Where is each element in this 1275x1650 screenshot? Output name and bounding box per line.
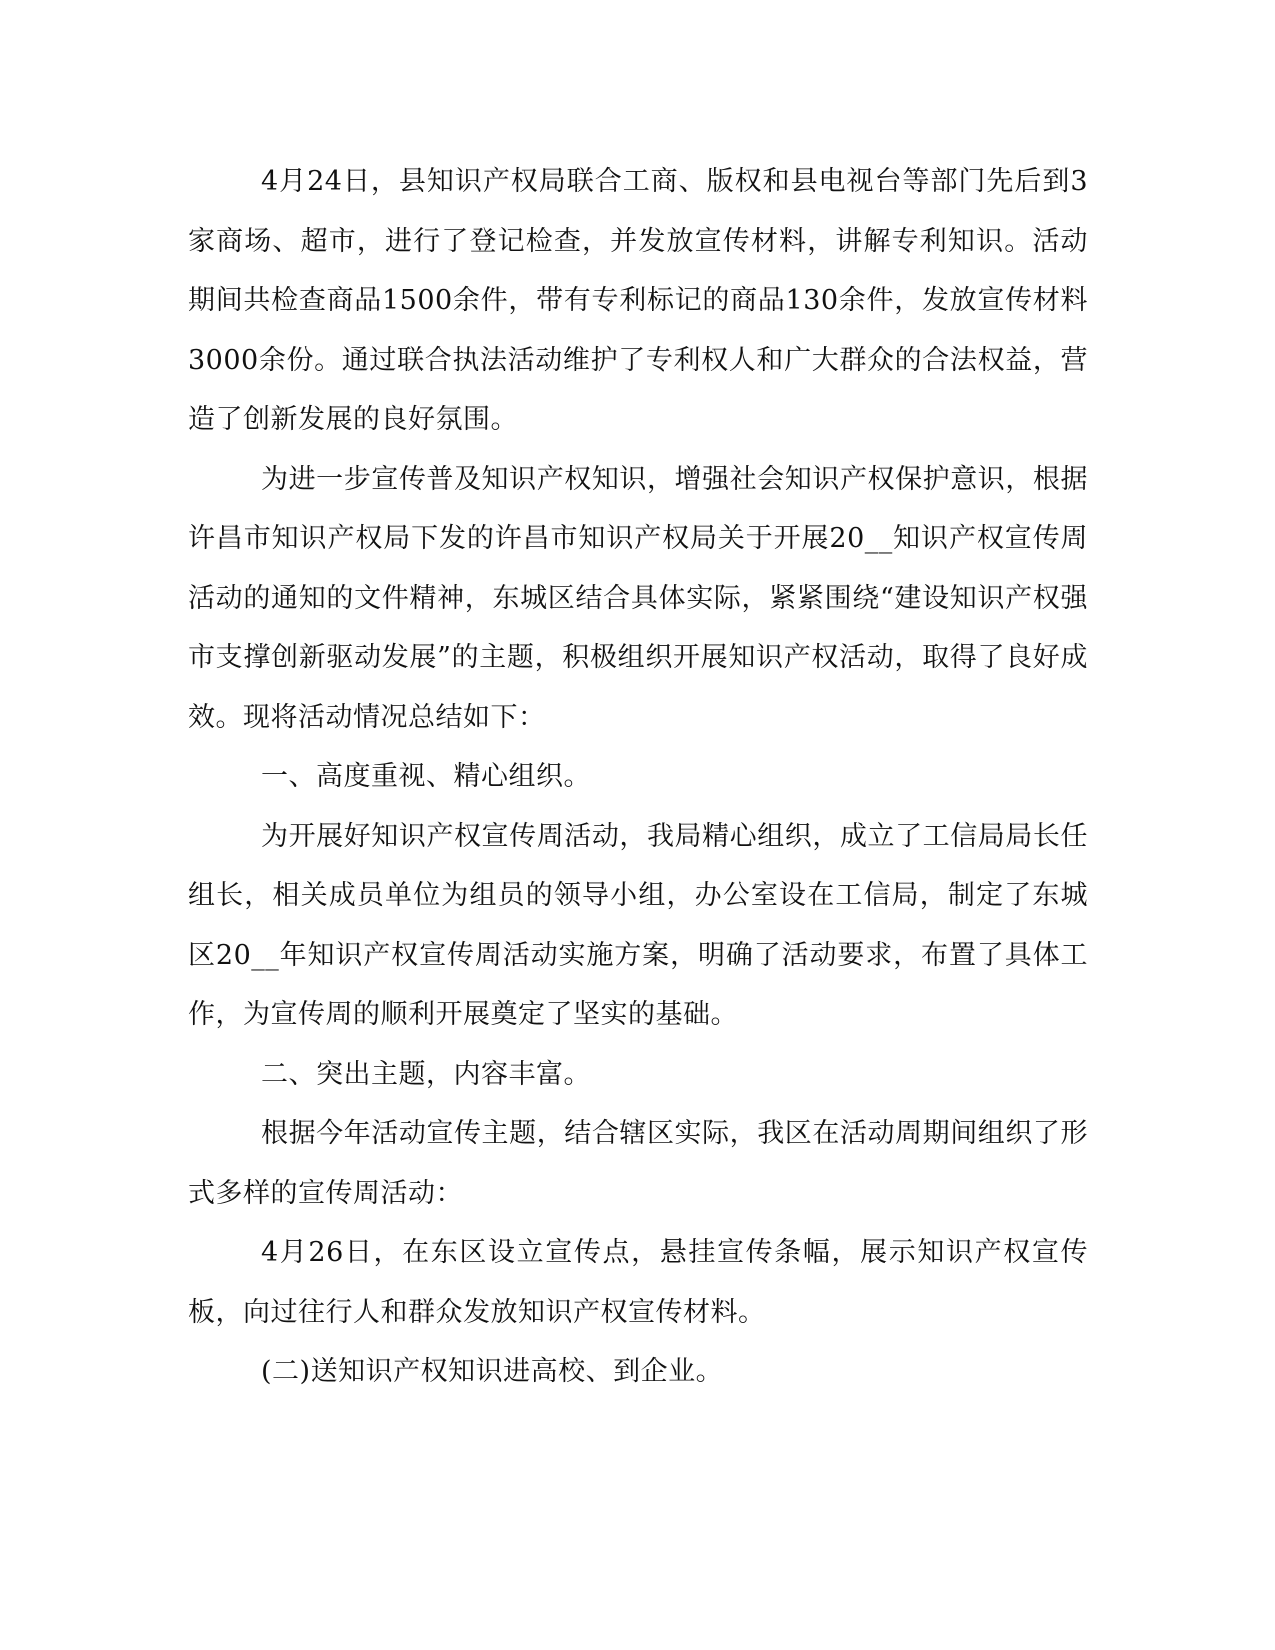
paragraph-inspection-activity: 4月24日，县知识产权局联合工商、版权和县电视台等部门先后到3家商场、超市，进行了登记检查，并发放宣传材料，讲解专利知识。活动期间共检查商品1500余件，带有专利标记的商品130余件，发放宣传材料3000余份。通过联合执法活动维护了专利权人和广大群众的合法权益，营造了创新发展的良好氛围。 bbox=[188, 166, 1088, 435]
paragraph-introduction: 为进一步宣传普及知识产权知识，增强社会知识产权保护意识，根据许昌市知识产权局下发的许昌市知识产权局关于开展20__知识产权宣传周活动的通知的文件精神，东城区结合具体实际，紧紧围绕“建设知识产权强市支撑创新驱动发展”的主题，积极组织开展知识产权活动，取得了良好成效。现将活动情况总结如下： bbox=[188, 463, 1088, 733]
document-body bbox=[188, 152, 1088, 1402]
paragraph-publicity-point: 4月26日，在东区设立宣传点，悬挂宣传条幅，展示知识产权宣传板，向过往行人和群众发放知识产权宣传材料。 bbox=[188, 1237, 1088, 1328]
section-heading-1: 一、高度重视、精心组织。 bbox=[261, 761, 591, 792]
subsection-heading-2: (二)送知识产权知识进高校、到企业。 bbox=[261, 1356, 724, 1387]
paragraph-organization: 为开展好知识产权宣传周活动，我局精心组织，成立了工信局局长任组长，相关成员单位为组员的领导小组，办公室设在工信局，制定了东城区20__年知识产权宣传周活动实施方案，明确了活动要求，布置了具体工作，为宣传周的顺利开展奠定了坚实的基础。 bbox=[188, 820, 1088, 1030]
section-heading-2: 二、突出主题，内容丰富。 bbox=[261, 1058, 591, 1090]
paragraph-theme: 根据今年活动宣传主题，结合辖区实际，我区在活动周期间组织了形式多样的宣传周活动： bbox=[188, 1118, 1088, 1209]
